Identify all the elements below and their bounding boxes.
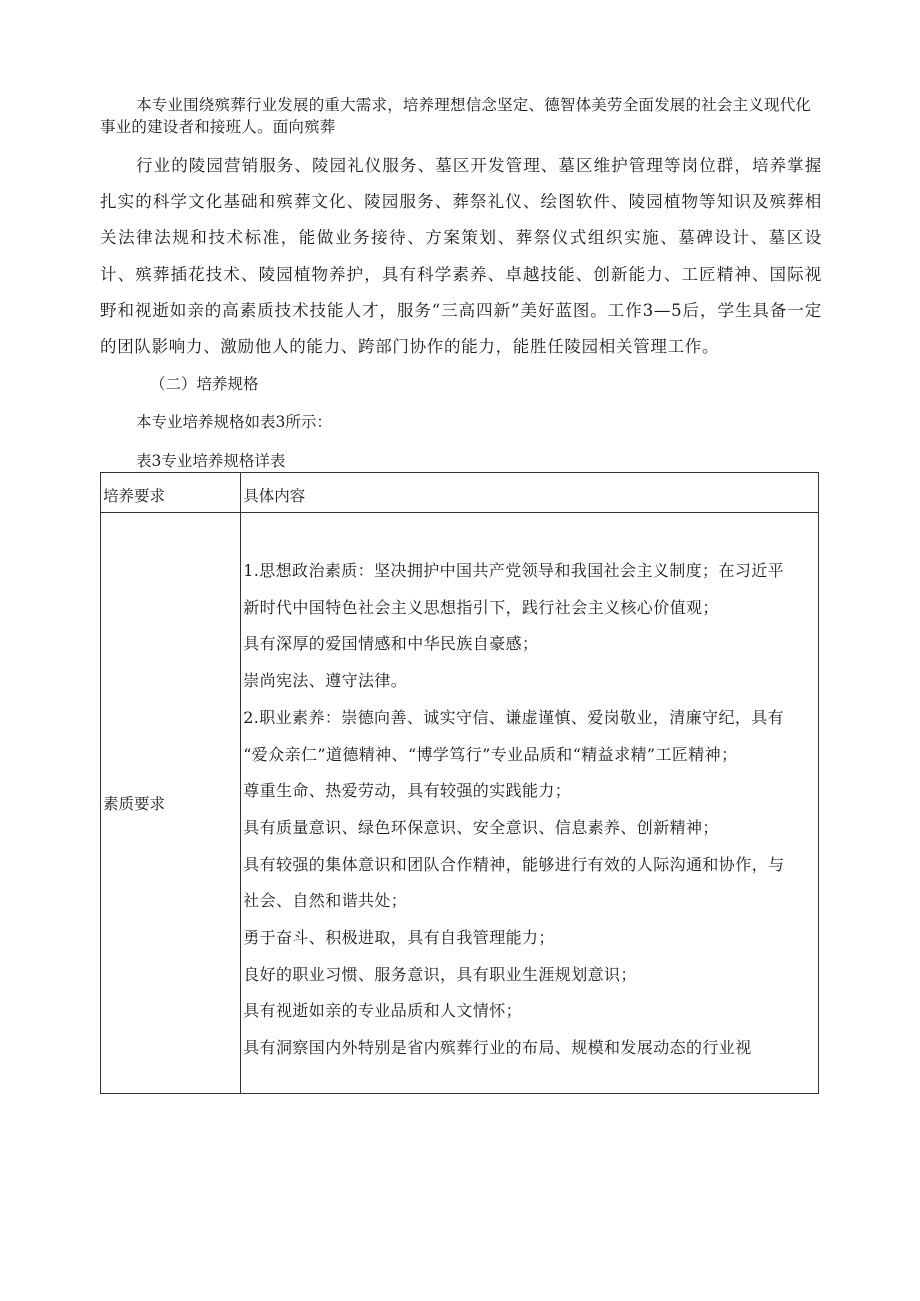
intro-paragraph-2: 行业的陵园营销服务、陵园礼仪服务、墓区开发管理、墓区维护管理等岗位群，培养掌握扎实的科学文化基础和殡葬文化、陵园服务、葬祭礼仪、绘图软件、陵园植物等知识及殡葬相关法律法规和技术标准，能做业务接待、方案策划、葬祭仪式组织实施、墓碑设计、墓区设计、殡葬插花技术、陵园植物养护，具有科学素养、卓越技能、创新能力、工匠精神、国际视野和视逝如亲的高素质技术技能人才，服务“三高四新”美好蓝图。工作3—5后，学生具备一定的团队影响力、激励他人的能力、跨部门协作的能力，能胜任陵园相关管理工作。 (100, 156, 822, 357)
content-line: 具有质量意识、绿色环保意识、安全意识、信息素养、创新精神； (243, 817, 719, 837)
intro-paragraph-1: 本专业围绕殡葬行业发展的重大需求，培养理想信念坚定、德智体美劳全面发展的社会主义现代化事业的建设者和接班人。面向殡葬 (100, 96, 812, 136)
content-line: 崇尚宪法、遵守法律。 (243, 671, 408, 691)
table-caption: 表3专业培养规格详表 (136, 452, 286, 470)
header-content: 具体内容 (241, 473, 819, 513)
content-lines (241, 513, 818, 1067)
header-requirement: 培养要求 (101, 473, 241, 513)
content-line: 勇于奋斗、积极进取，具有自我管理能力； (243, 928, 555, 948)
content-line: 具有视逝如亲的专业品质和人文情怀； (243, 1001, 522, 1021)
table-header-row (101, 473, 819, 513)
content-line: 具有较强的集体意识和团队合作精神，能够进行有效的人际沟通和协作，与 (243, 854, 785, 874)
content-line: 良好的职业习惯、服务意识，具有职业生涯规划意识； (243, 964, 637, 984)
table-row (101, 513, 819, 1094)
content-line: 2.职业素养：崇德向善、诚实守信、谦虚谨慎、爱岗敬业，清廉守纪，具有 (243, 707, 785, 727)
content-line: 新时代中国特色社会主义思想指引下，践行社会主义核心价值观； (243, 597, 719, 617)
content-line: 尊重生命、热爱劳动，具有较强的实践能力； (243, 781, 572, 801)
section-heading: （二）培养规格 (150, 375, 259, 393)
content-line: 1.思想政治素质：坚决拥护中国共产党领导和我国社会主义制度；在习近平 (243, 561, 785, 580)
content-line: 社会、自然和谐共处； (243, 891, 408, 911)
content-line: 具有洞察国内外特别是省内殡葬行业的布局、规模和发展动态的行业视 (243, 1038, 752, 1058)
content-line: 具有深厚的爱国情感和中华民族自豪感； (243, 634, 539, 654)
spec-table (100, 472, 819, 1094)
spec-intro-text: 本专业培养规格如表3所示： (136, 413, 332, 431)
row-content-cell (241, 513, 819, 1094)
content-line: “爱众亲仁”道德精神、“博学笃行”专业品质和“精益求精”工匠精神； (243, 744, 738, 764)
row-label-quality: 素质要求 (101, 513, 241, 1094)
